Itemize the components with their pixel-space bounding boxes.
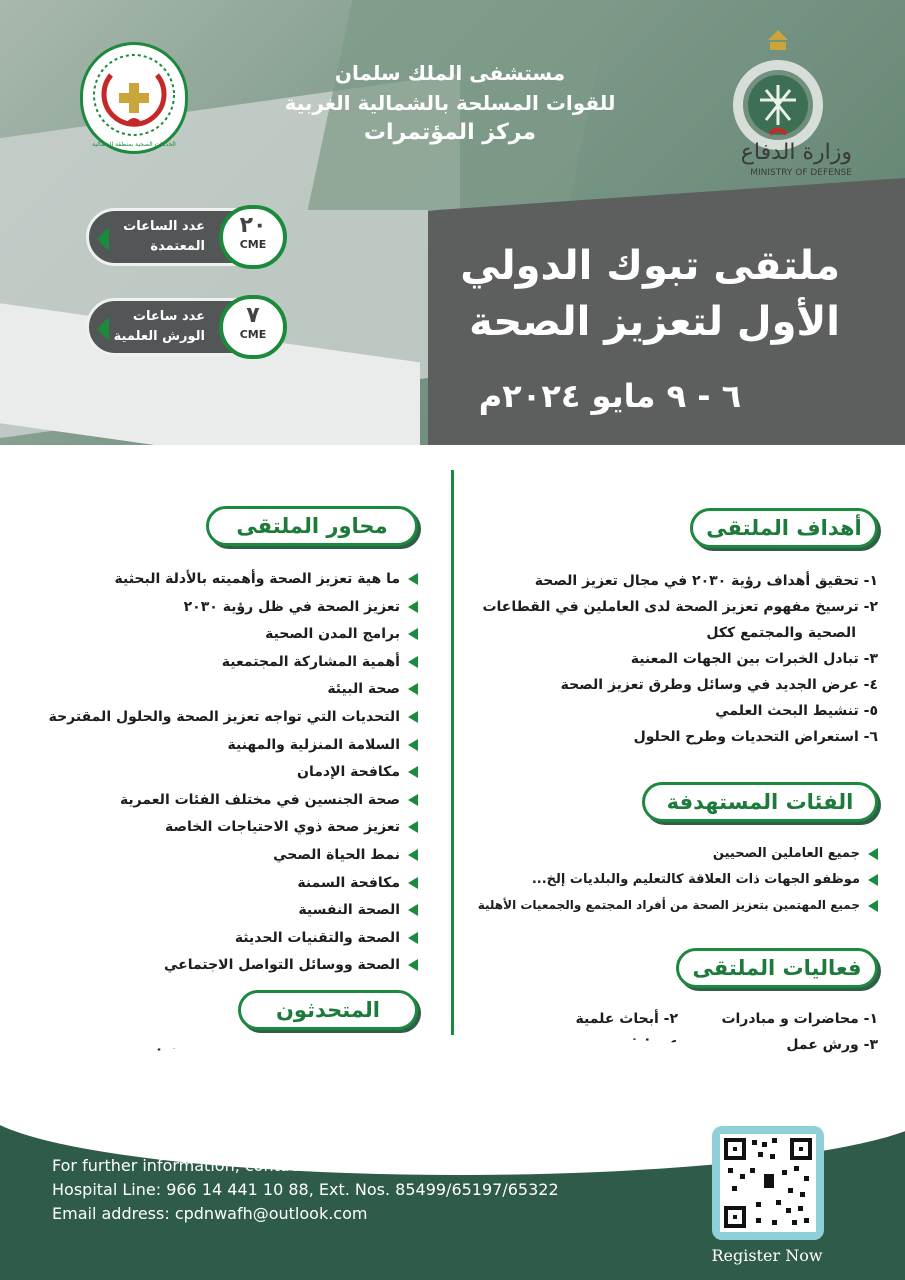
list-item: تعزيز الصحة في ظل رؤية ٢٠٣٠ <box>184 594 418 622</box>
contact-info <box>52 1154 672 1226</box>
list-item: أهمية المشاركة المجتمعية <box>222 649 418 677</box>
themes-list <box>30 566 418 980</box>
bullet-icon <box>408 794 418 806</box>
audience-heading: الفئات المستهدفة <box>642 782 878 822</box>
workshop-label-2: الورش العلمية <box>113 329 205 344</box>
bullet-icon <box>408 711 418 723</box>
list-item: جميع العاملين الصحيين <box>713 840 878 868</box>
list-item: صحة الجنسين في مختلف الفئات العمرية <box>120 787 418 815</box>
bullet-icon <box>408 739 418 751</box>
bullet-icon <box>868 874 878 886</box>
bullet-icon <box>408 821 418 833</box>
list-item: التحديات التي تواجه تعزيز الصحة والحلول المقترحة <box>49 704 418 732</box>
event-title-line-2: الأول لتعزيز الصحة <box>469 299 840 345</box>
register-now-button[interactable]: Register Now <box>711 1246 823 1265</box>
ministry-name-en: MINISTRY OF DEFENSE <box>750 168 852 178</box>
org-line-2: للقوات المسلحة بالشمالية الغربية <box>284 91 616 115</box>
list-item: ٥- تنشيط البحث العلمي <box>715 703 878 719</box>
organization-name <box>250 58 650 148</box>
credit-label-1: عدد الساعات <box>123 219 205 234</box>
list-item: الصحة ووسائل التواصل الاجتماعي <box>164 952 418 980</box>
list-item: ٢- أبحاث علمية <box>575 1011 678 1027</box>
speakers-heading: المتحدثون <box>238 990 418 1030</box>
ministry-logo <box>718 30 858 180</box>
bullet-icon <box>408 849 418 861</box>
goals-heading: أهداف الملتقى <box>690 508 878 548</box>
column-divider <box>451 470 454 1080</box>
list-item: ١- محاضرات و مبادرات <box>721 1011 878 1027</box>
cme-unit: CME <box>239 328 267 341</box>
activities-heading: فعاليات الملتقى <box>676 948 878 988</box>
bullet-icon <box>408 932 418 944</box>
bullet-icon <box>408 877 418 889</box>
workshop-label-1: عدد ساعات <box>132 309 205 324</box>
list-item: الصحة النفسية <box>298 897 418 925</box>
list-item: صحة البيئة <box>327 676 418 704</box>
hospital-logo-caption: الخدمات الصحية بمنطقة الشمالية <box>92 141 176 148</box>
list-item: برامج المدن الصحية <box>265 621 418 649</box>
contact-email[interactable]: Email address: cpdnwafh@outlook.com <box>52 1204 368 1223</box>
org-line-3: مركز المؤتمرات <box>363 120 537 145</box>
bullet-icon <box>408 628 418 640</box>
list-item: تعزيز صحة ذوي الاحتياجات الخاصة <box>165 814 418 842</box>
cme-badge <box>219 295 287 359</box>
bullet-icon <box>408 766 418 778</box>
list-item: ٣- ورش عمل <box>786 1037 878 1053</box>
list-item: ٣- تبادل الخبرات بين الجهات المعنية <box>630 651 878 667</box>
bullet-icon <box>408 601 418 613</box>
list-item: السلامة المنزلية والمهنية <box>228 732 418 760</box>
bullet-icon <box>408 573 418 585</box>
list-item: الصحة والتقنيات الحديثة <box>235 925 418 953</box>
event-title-line-1: ملتقى تبوك الدولي <box>460 243 840 289</box>
list-item: ما هية تعزيز الصحة وأهميته بالأدلة البحثية <box>114 566 418 594</box>
list-item: موظفو الجهات ذات العلاقة كالتعليم والبلديات إلخ... <box>532 866 878 894</box>
event-date: ٦ - ٩ مايو ٢٠٢٤م <box>478 377 742 415</box>
bullet-icon <box>868 848 878 860</box>
bullet-icon <box>408 959 418 971</box>
cme-badge <box>219 205 287 269</box>
ministry-name-ar: وزارة الدفاع <box>740 140 852 165</box>
registration-qr-code[interactable] <box>712 1126 824 1240</box>
list-item: ١- تحقيق أهداف رؤية ٢٠٣٠ في مجال تعزيز الصحة <box>534 573 878 589</box>
contact-line-2: Hospital Line: 966 14 441 10 88, Ext. Nos. 85499/65197/65322 <box>52 1180 559 1199</box>
contact-line-1: For further information, contact the CPD Section <box>52 1156 439 1175</box>
org-line-1: مستشفى الملك سلمان <box>334 61 566 85</box>
workshop-hours-badge <box>86 298 286 356</box>
audience-list <box>462 840 878 924</box>
list-item: ٢- ترسيخ مفهوم تعزيز الصحة لدى العاملين في القطاعات <box>482 599 878 615</box>
list-item: الصحية والمجتمع ككل <box>706 625 856 641</box>
hospital-logo <box>80 42 188 154</box>
list-item: نمط الحياة الصحي <box>273 842 418 870</box>
cme-number: ٢٠ <box>239 213 267 238</box>
bullet-icon <box>408 904 418 916</box>
bullet-icon <box>408 683 418 695</box>
goals-list <box>470 568 878 758</box>
list-item: جميع المهتمين بتعزيز الصحة من أفراد المجتمع والجمعيات الأهلية <box>478 892 878 920</box>
themes-heading: محاور الملتقى <box>206 506 418 546</box>
bullet-icon <box>868 900 878 912</box>
list-item: مكافحة السمنة <box>297 870 418 898</box>
cme-unit: CME <box>239 238 267 251</box>
bullet-icon <box>408 656 418 668</box>
event-title <box>440 238 840 350</box>
credit-hours-badge <box>86 208 286 266</box>
credit-label-2: المعتمدة <box>150 239 205 254</box>
list-item: ٦- استعراض التحديات وطرح الحلول <box>633 729 878 745</box>
cme-number: ٧ <box>246 303 260 328</box>
list-item: ٤- عرض الجديد في وسائل وطرق تعزيز الصحة <box>560 677 878 693</box>
list-item: مكافحة الإدمان <box>297 759 418 787</box>
